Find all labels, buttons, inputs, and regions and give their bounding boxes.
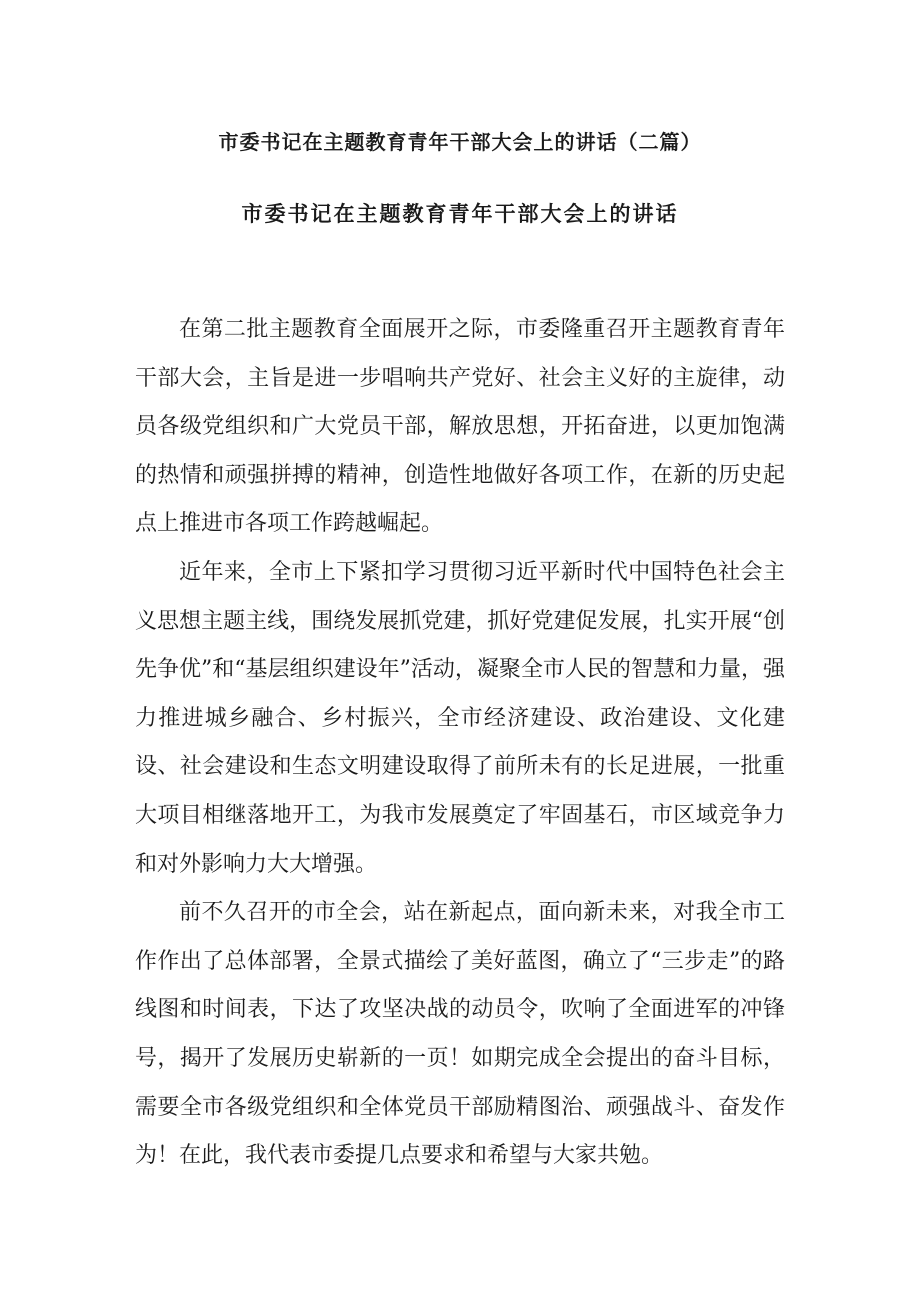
document-subtitle: 市委书记在主题教育青年干部大会上的讲话 <box>241 201 679 226</box>
document-title: 市委书记在主题教育青年干部大会上的讲话（二篇） <box>218 130 702 154</box>
paragraph-1: 在第二批主题教育全面展开之际，市委隆重召开主题教育青年干部大会，主旨是进一步唱响共产党好、社会主义好的主旋律，动员各级党组织和广大党员干部，解放思想，开拓奋进，以更加饱满的热情和顽强拼搏的精神，创造性地做好各项工作，在新的历史起点上推进市各项工作跨越崛起。 <box>135 317 785 537</box>
paragraph-3: 前不久召开的市全会，站在新起点，面向新未来，对我全市工作作出了总体部署，全景式描绘了美好蓝图，确立了“三步走”的路线图和时间表，下达了攻坚决战的动员令，吹响了全面进军的冲锋号，揭开了发展历史崭新的一页！如期完成全会提出的奋斗目标，需要全市各级党组织和全体党员干部励精图治、顽强战斗、奋发作为！在此，我代表市委提几点要求和希望与大家共勉。 <box>135 900 785 1169</box>
document-body <box>135 306 785 1181</box>
paragraph-2: 近年来，全市上下紧扣学习贯彻习近平新时代中国特色社会主义思想主题主线，围绕发展抓党建，抓好党建促发展，扎实开展“创先争优”和“基层组织建设年”活动，凝聚全市人民的智慧和力量，强力推进城乡融合、乡村振兴，全市经济建设、政治建设、文化建设、社会建设和生态文明建设取得了前所未有的长足进展，一批重大项目相继落地开工，为我市发展奠定了牢固基石，市区域竞争力和对外影响力大大增强。 <box>135 559 785 877</box>
